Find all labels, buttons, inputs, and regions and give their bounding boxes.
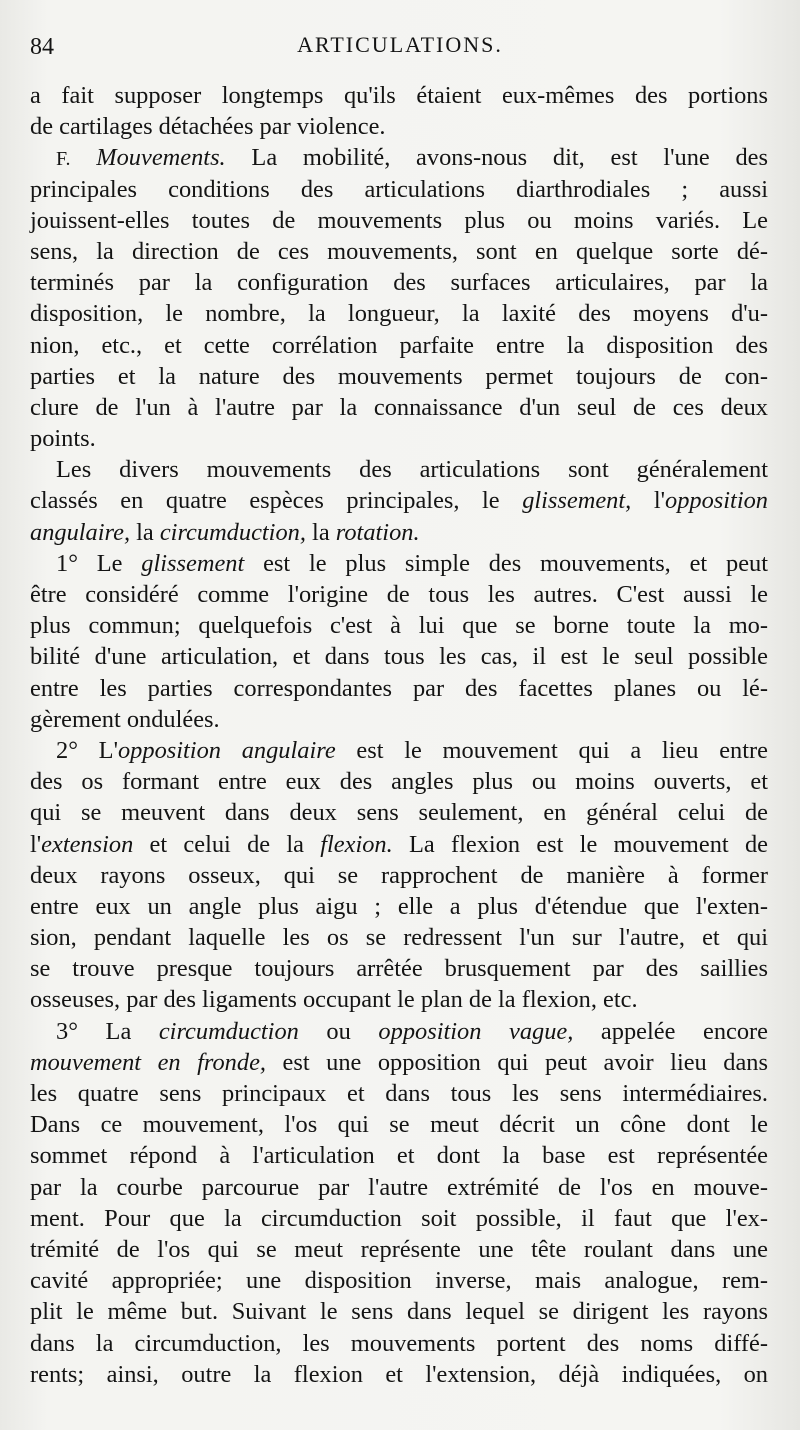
text-line: points.: [30, 425, 96, 453]
text-line: osseuses, par des ligaments occupant le plan de la flexion, etc.: [30, 986, 638, 1014]
text-line: l'extension et celui de la flexion. La flexion est le mouvement de: [30, 830, 768, 858]
text-line: gèrement ondulées.: [30, 705, 220, 733]
text-line: bilité d'une articulation, et dans tous les cas, il est le seul possible: [30, 643, 768, 671]
text-line: sens, la direction de ces mouvements, sont en quelque sorte dé-: [30, 237, 768, 265]
text-line: cavité appropriée; une disposition inverse, mais analogue, rem-: [30, 1267, 768, 1295]
text-line: clure de l'un à l'autre par la connaissance d'un seul de ces deux: [30, 393, 768, 421]
text-line: classés en quatre espèces principales, le glissement, l'opposition: [30, 487, 768, 515]
text-line: entre eux un angle plus aigu ; elle a plus d'étendue que l'exten-: [30, 892, 768, 920]
text-line: qui se meuvent dans deux sens seulement, en général celui de: [30, 799, 768, 827]
text-line: être considéré comme l'origine de tous les autres. C'est aussi le: [30, 581, 768, 608]
text-line: se trouve presque toujours arrêtée brusquement par des saillies: [30, 955, 768, 983]
text-line: parties et la nature des mouvements permet toujours de con-: [30, 362, 768, 390]
text-line: jouissent-elles toutes de mouvements plus ou moins variés. Le: [30, 206, 768, 234]
text-line: a fait supposer longtemps qu'ils étaient eux-mêmes des portions: [30, 82, 768, 109]
text-line: nion, etc., et cette corrélation parfaite entre la disposition des: [30, 331, 768, 359]
text-line: disposition, le nombre, la longueur, la laxité des moyens d'u-: [30, 300, 768, 328]
text-line: dans la circumduction, les mouvements portent des noms diffé-: [30, 1329, 768, 1357]
text-line: des os formant entre eux des angles plus ou moins ouverts, et: [30, 768, 768, 796]
text-line: Dans ce mouvement, l'os qui se meut décrit un cône dont le: [30, 1111, 768, 1139]
text-line: principales conditions des articulations diarthrodiales ; aussi: [30, 175, 768, 203]
text-line: par la courbe parcourue par l'autre extrémité de l'os en mouve-: [30, 1173, 768, 1201]
text-line: ment. Pour que la circumduction soit possible, il faut que l'ex-: [30, 1204, 768, 1232]
text-line: deux rayons osseux, qui se rapprochent de manière à former: [30, 861, 768, 889]
running-title: ARTICULATIONS.: [297, 32, 503, 57]
text-line: plus commun; quelquefois c'est à lui que se borne toute la mo-: [30, 612, 768, 640]
text-line: les quatre sens principaux et dans tous les sens intermédiaires.: [30, 1080, 768, 1107]
section-heading-line: F. Mouvements. La mobilité, avons-nous dit, est l'une des: [56, 144, 768, 172]
text-line: plit le même but. Suivant le sens dans lequel se dirigent les rayons: [30, 1298, 768, 1326]
text-line: 1° Le glissement est le plus simple des mouvements, et peut: [56, 549, 768, 577]
body-text: [30, 80, 768, 1390]
page-header: [30, 30, 770, 70]
text-line: 2° L'opposition angulaire est le mouvement qui a lieu entre: [56, 736, 768, 764]
section-letter: F.: [56, 148, 71, 171]
text-line: angulaire, la circumduction, la rotation.: [30, 518, 420, 546]
page-number: 84: [30, 34, 54, 60]
text-line: sommet répond à l'articulation et dont la base est représentée: [30, 1142, 768, 1170]
text-line: terminés par la configuration des surfaces articulaires, par la: [30, 269, 768, 297]
text-line: Les divers mouvements des articulations sont généralement: [56, 456, 768, 484]
text-line: de cartilages détachées par violence.: [30, 113, 386, 141]
text-line: 3° La circumduction ou opposition vague, appelée encore: [56, 1017, 768, 1045]
text-line: mouvement en fronde, est une opposition qui peut avoir lieu dans: [30, 1048, 768, 1076]
text-line: rents; ainsi, outre la flexion et l'extension, déjà indiquées, on: [30, 1360, 768, 1388]
text-line: trémité de l'os qui se meut représente une tête roulant dans une: [30, 1235, 768, 1263]
text-line: entre les parties correspondantes par des facettes planes ou lé-: [30, 674, 768, 702]
section-title: Mouvements.: [96, 144, 226, 172]
text-line: sion, pendant laquelle les os se redressent l'un sur l'autre, et qui: [30, 924, 768, 952]
